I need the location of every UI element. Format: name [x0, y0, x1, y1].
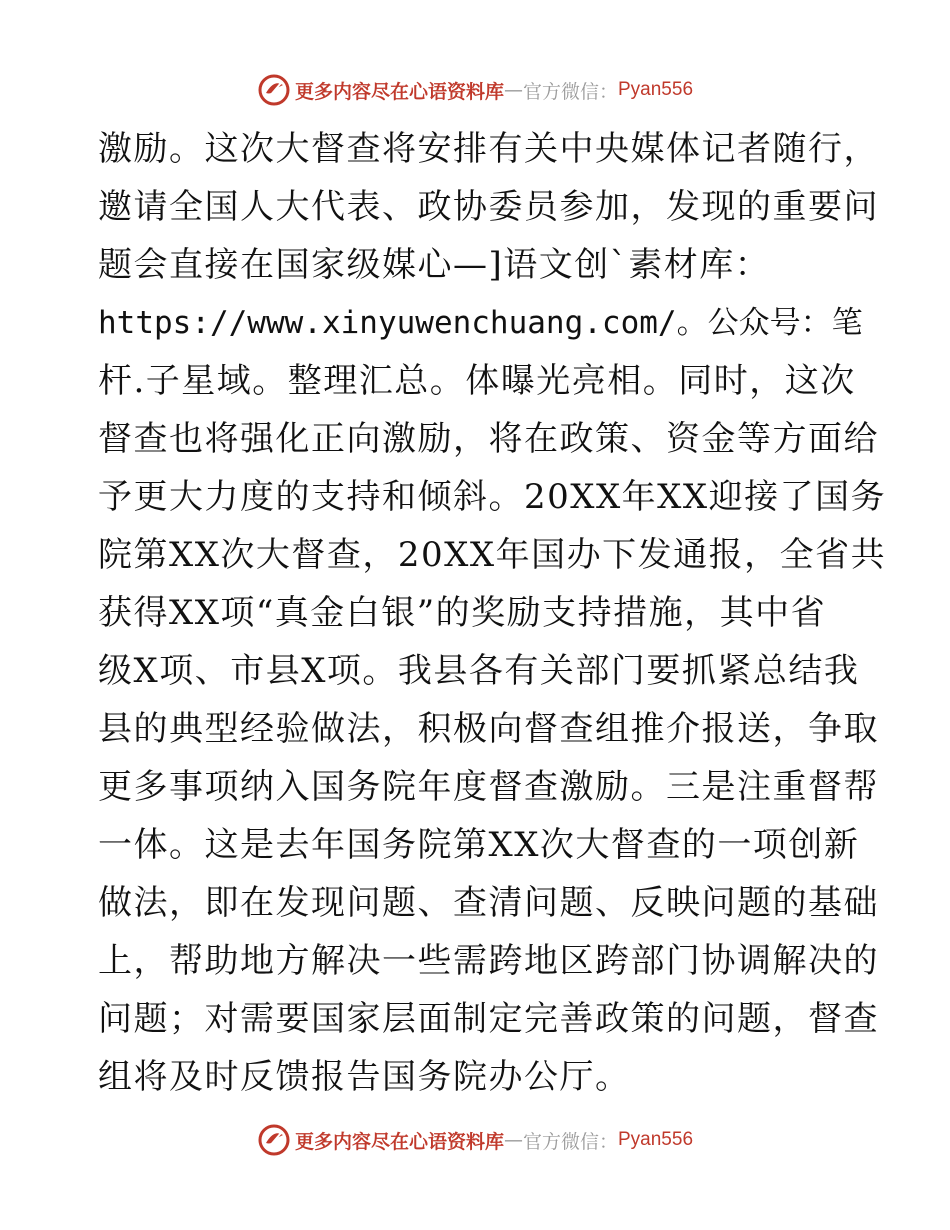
text-line: 县的典型经验做法，积极向督查组推介报送，争取 — [98, 709, 879, 749]
text-line-url: https://www.xinyuwenchuang.com/。公众号：笔 — [98, 305, 863, 341]
footer-dash: — — [503, 1129, 523, 1151]
text-line: 做法，即在发现问题、查清问题、反映问题的基础 — [98, 883, 879, 923]
header-promo-text: 更多内容尽在心语资料库 — [294, 80, 504, 103]
footer-banner — [0, 1120, 950, 1160]
text-line: 获得XX项“真金白银”的奖励支持措施，其中省 — [98, 593, 827, 633]
footer-official-label: 官方微信： — [522, 1130, 618, 1153]
footer-promo-text: 更多内容尽在心语资料库 — [294, 1130, 504, 1153]
text-line: 邀请全国人大代表、政协委员参加，发现的重要问 — [98, 187, 879, 227]
text-line: 一体。这是去年国务院第XX次大督查的一项创新 — [98, 825, 860, 865]
text-line: 院第XX次大督查，20XX年国办下发通报，全省共 — [98, 535, 887, 575]
text-line: 组将及时反馈报告国务院办公厅。 — [98, 1057, 631, 1097]
text-line: 题会直接在国家级媒心—]语文创`素材库： — [98, 245, 771, 285]
text-line: 督查也将强化正向激励，将在政策、资金等方面给 — [98, 419, 879, 459]
text-line: 予更大力度的支持和倾斜。20XX年XX迎接了国务 — [98, 477, 887, 517]
logo-icon — [257, 73, 291, 107]
header-dash: — — [503, 79, 523, 101]
header-wechat-account: Pyan556 — [618, 79, 694, 100]
text-line: 问题；对需要国家层面制定完善政策的问题，督查 — [98, 999, 879, 1039]
header-banner — [0, 70, 950, 110]
text-line: 级X项、市县X项。我县各有关部门要抓紧总结我 — [98, 651, 860, 691]
document-body — [98, 120, 887, 1106]
footer-wechat-account: Pyan556 — [618, 1129, 694, 1150]
header-official-label: 官方微信： — [522, 80, 618, 103]
text-line: 杆.子星域。整理汇总。体曝光亮相。同时，这次 — [98, 361, 856, 401]
text-line: 激励。这次大督查将安排有关中央媒体记者随行， — [98, 129, 879, 169]
text-line: 上，帮助地方解决一些需跨地区跨部门协调解决的 — [98, 941, 879, 981]
text-line: 更多事项纳入国务院年度督查激励。三是注重督帮 — [98, 767, 879, 807]
logo-icon — [257, 1123, 291, 1157]
